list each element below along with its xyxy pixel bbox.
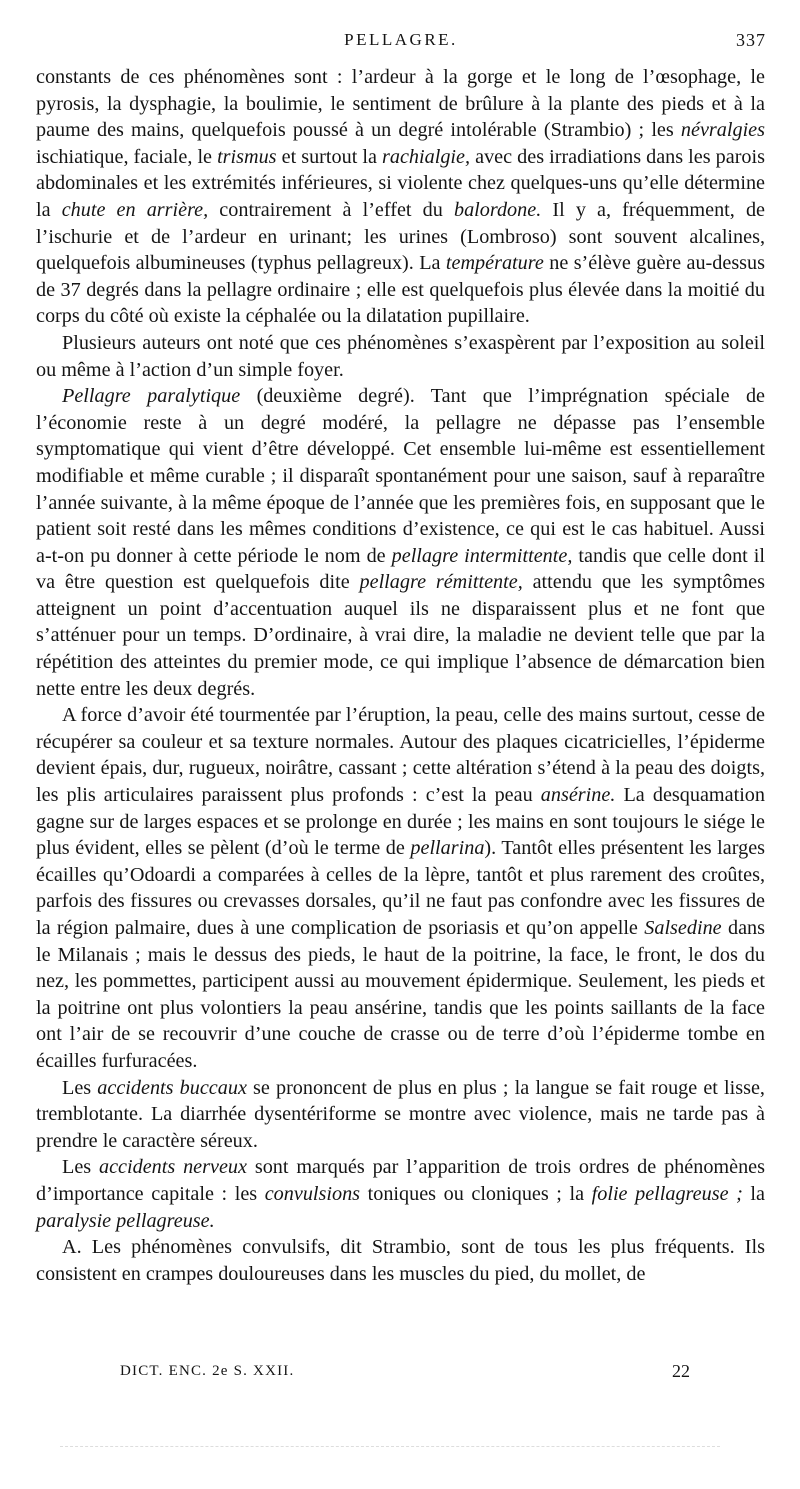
italic-term: rachialgie, <box>382 145 471 168</box>
italic-term: ansérine. <box>540 784 616 807</box>
text-run: Il y a, fréquemment, de l’ischurie et de l’ardeur en urinant; les urines (Lombroso) sont souvent alcalines, quelquefois albumineuses (typhus pellagreux). La <box>36 198 766 275</box>
italic-term: pellarina <box>410 837 485 860</box>
printer-signature: DICT. ENC. 2e S. XXII. <box>120 1363 295 1379</box>
text-run: (deuxième degré). Tant que l’imprégnation spéciale de l’économie reste à un degré modéré, la pellagre ne dépasse pas l’ensemble symptomatique qui vient d’être développé. Cet ensemble lui-même est essentiellement modifiable et même curable ; il disparaît spontanément pour une saison, sauf à reparaître l’année suivante, à la même époque de l’année que les premières fois, en supposant que le patient soit resté dans les mêmes conditions d’existence, ce qui est le cas habituel. Aussi a-t-on pu donner à cette période le nom de <box>36 385 765 567</box>
running-title: PELLAGRE. <box>344 30 458 49</box>
text-run: ne s’élève guère au-dessus de 37 degrés dans la pellagre ordinaire ; elle est quelquefois plus élevée dans la moitié du corps du côté où existe la céphalée ou la dilatation pupillaire. <box>36 252 765 328</box>
paragraph <box>36 64 765 330</box>
text-run: sont marqués par l’apparition de trois ordres de phénomènes d’importance capitale : les <box>36 1156 765 1205</box>
italic-term: balordone. <box>453 198 542 221</box>
text-run: ). Tantôt elles présentent les larges écailles qu’Odoardi a comparées à celles de la lèpre, tantôt et plus rarement des croûtes, parfois des fissures ou crevasses dorsales, qu’il ne faut pas confondre avec les fissures de la région palmaire, dues à une complication de psoriasis et qu’on appelle <box>36 837 766 939</box>
paragraph <box>36 1075 765 1155</box>
text-run: contrairement à l’effet du <box>208 198 454 221</box>
paragraph <box>36 1234 765 1287</box>
text-run: constants de ces phénomènes sont : l’ardeur à la gorge et le long de l’œsophage, le pyrosis, la dysphagie, la boulimie, le sentiment de brûlure à la plante des pieds et à la paume des mains, quelquefois poussé à un degré intolérable (Strambio) ; les <box>36 66 765 142</box>
italic-term: névralgies <box>680 119 765 142</box>
italic-term: Pellagre paralytique <box>62 385 241 408</box>
paragraph <box>36 702 765 1074</box>
text-run: avec des irradiations dans les parois abdominales et les extrémités inférieures, si violente chez quelques-uns qu’elle détermine la <box>36 145 765 221</box>
page-footer <box>120 1361 690 1387</box>
text-run: La desquamation gagne sur de larges espaces et se prolonge en durée ; les mains en sont toujours le siége le plus évident, elles se pèlent (d’où le terme de <box>36 784 765 860</box>
text-run: dans le Milanais ; mais le dessus des pieds, le haut de la poitrine, la face, le front, le dos du nez, les pommettes, participent aussi au mouvement épidermique. Seulement, les pieds et la poitrine ont plus volontiers la peau ansérine, tandis que les points saillants de la face ont l’air de se recouvrir d’une couche de crasse ou de terre d’où l’épiderme tombe en écailles furfuracées. <box>36 917 765 1072</box>
text-run: Les <box>62 1156 99 1179</box>
italic-term: température <box>445 252 544 275</box>
italic-term: chute en arrière, <box>61 198 209 221</box>
italic-term: Salsedine <box>644 917 722 939</box>
italic-term: pellagre rémittente, <box>359 571 523 594</box>
text-run: la <box>742 1182 765 1205</box>
scan-artifact-line <box>60 1446 720 1451</box>
body-text <box>36 64 765 1287</box>
sheet-number: 22 <box>672 1361 690 1381</box>
italic-term: accidents buccaux <box>97 1076 247 1099</box>
text-run: Les <box>62 1076 98 1099</box>
text-run: Plusieurs auteurs ont noté que ces phénomènes s’exaspèrent par l’exposition au soleil ou même à l’action d’un simple foyer. <box>36 331 765 381</box>
text-run: se prononcent de plus en plus ; la langue se fait rouge et lisse, tremblotante. La diarrhée dysentériforme se montre avec violence, mais ne tarde pas à prendre le caractère séreux. <box>36 1076 765 1152</box>
text-run: toniques ou cloniques ; la <box>360 1182 592 1205</box>
text-run: et surtout la <box>276 145 383 168</box>
text-run: attendu que les symptômes atteignent un point d’accentuation auquel ils ne disparaissent plus et ne font que s’atténuer pour un temps. D’ordinaire, à vrai dire, la maladie ne devient telle que par la répétition des atteintes du premier mode, ce qui implique l’absence de démarcation bien nette entre les deux degrés. <box>36 571 765 700</box>
text-run: tandis que celle dont il va être question est quelquefois dite <box>36 544 766 594</box>
italic-term: pellagre intermittente, <box>391 544 573 567</box>
italic-term: accidents nerveux <box>99 1156 247 1179</box>
paragraph <box>36 383 765 702</box>
italic-term: convulsions <box>264 1182 361 1205</box>
page-number: 337 <box>736 30 766 50</box>
paragraph <box>36 1154 765 1234</box>
text-run: A. Les phénomènes convulsifs, dit Strambio, sont de tous les plus fréquents. Ils consistent en crampes douloureuses dans les muscles du pied, du mollet, de <box>36 1236 765 1285</box>
italic-term: paralysie pellagreuse. <box>36 1209 215 1232</box>
paragraph <box>36 330 765 383</box>
page-header <box>36 28 766 56</box>
italic-term: trismus <box>217 145 277 168</box>
italic-term: folie pellagreuse ; <box>591 1182 743 1205</box>
text-run: A force d’avoir été tourmentée par l’éruption, la peau, celle des mains surtout, cesse de récupérer sa couleur et sa texture normales. Autour des plaques cicatricielles, l’épiderme devient épais, dur, rugueux, noirâtre, cassant ; cette altération s’étend à la peau des doigts, les plis articulaires paraissent plus profonds : c’est la peau <box>36 704 765 807</box>
text-run: ischiatique, faciale, le <box>36 145 218 168</box>
